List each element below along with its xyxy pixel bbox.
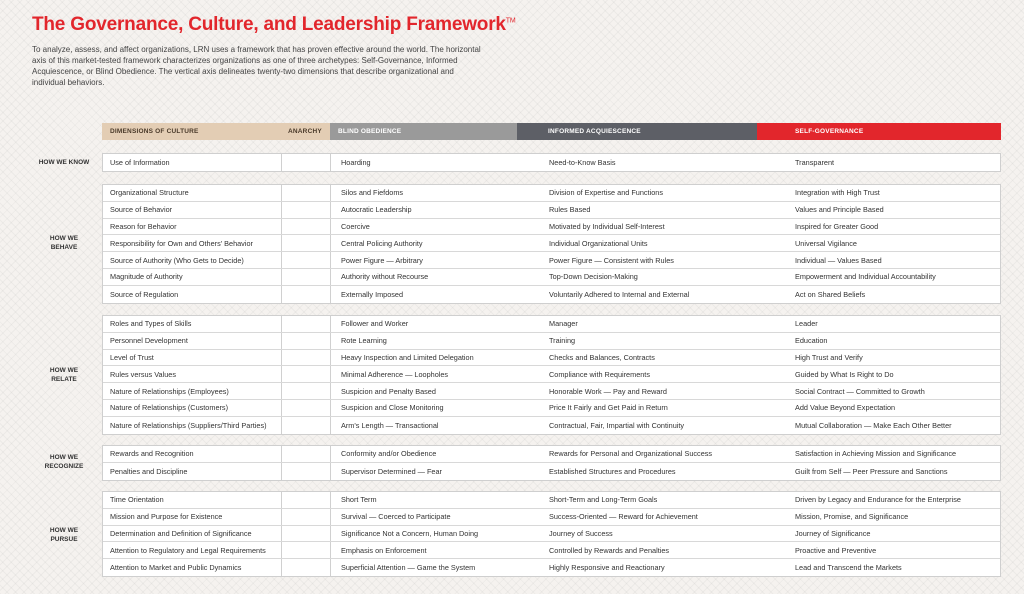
- informed-acquiescence-cell: Power Figure — Consistent with Rules: [549, 255, 674, 265]
- table-row: [103, 316, 1000, 333]
- self-governance-cell: Driven by Legacy and Endurance for the Enterprise: [795, 495, 961, 505]
- section-group: [102, 315, 1001, 435]
- dimension-cell: Organizational Structure: [110, 188, 189, 198]
- self-governance-cell: Empowerment and Individual Accountability: [795, 272, 936, 282]
- section-group: [102, 445, 1001, 481]
- dimension-cell: Penalties and Discipline: [110, 466, 188, 476]
- table-row: [103, 202, 1000, 219]
- self-governance-cell: High Trust and Verify: [795, 352, 863, 362]
- informed-acquiescence-cell: Training: [549, 336, 576, 346]
- informed-acquiescence-cell: Success-Oriented — Reward for Achievement: [549, 512, 698, 522]
- anarchy-cell: [281, 219, 331, 235]
- blind-obedience-cell: Rote Learning: [341, 336, 387, 346]
- blind-obedience-cell: Suspicion and Penalty Based: [341, 386, 436, 396]
- informed-acquiescence-cell: Journey of Success: [549, 528, 613, 538]
- header-anarchy: ANARCHY: [280, 123, 330, 140]
- table-row: [103, 542, 1000, 559]
- table-row: [103, 463, 1000, 480]
- table-row: [103, 154, 1000, 171]
- anarchy-cell: [281, 235, 331, 251]
- blind-obedience-cell: Survival — Coerced to Participate: [341, 512, 451, 522]
- informed-acquiescence-cell: Need-to-Know Basis: [549, 157, 616, 167]
- section-group: [102, 491, 1001, 577]
- page-title: [32, 14, 516, 36]
- blind-obedience-cell: Short Term: [341, 495, 377, 505]
- self-governance-cell: Integration with High Trust: [795, 188, 880, 198]
- anarchy-cell: [281, 185, 331, 201]
- self-governance-cell: Leader: [795, 319, 818, 329]
- blind-obedience-cell: Silos and Fiefdoms: [341, 188, 404, 198]
- anarchy-cell: [281, 400, 331, 416]
- section-label: HOW WE BEHAVE: [49, 235, 79, 251]
- anarchy-cell: [281, 286, 331, 303]
- table-row: [103, 383, 1000, 400]
- header-informed-acquiescence: INFORMED ACQUIESCENCE: [517, 123, 757, 140]
- anarchy-cell: [281, 366, 331, 382]
- header-self-governance: SELF-GOVERNANCE: [757, 123, 1001, 140]
- self-governance-cell: Inspired for Greater Good: [795, 221, 879, 231]
- blind-obedience-cell: Minimal Adherence — Loopholes: [341, 369, 449, 379]
- self-governance-cell: Satisfaction in Achieving Mission and Significance: [795, 449, 957, 459]
- blind-obedience-cell: Central Policing Authority: [341, 238, 423, 248]
- blind-obedience-cell: Coercive: [341, 221, 370, 231]
- anarchy-cell: [281, 463, 331, 480]
- dimension-cell: Source of Regulation: [110, 289, 179, 299]
- blind-obedience-cell: Conformity and/or Obedience: [341, 449, 437, 459]
- anarchy-cell: [281, 350, 331, 366]
- informed-acquiescence-cell: Short-Term and Long-Term Goals: [549, 495, 658, 505]
- dimension-cell: Source of Authority (Who Gets to Decide): [110, 255, 244, 265]
- dimension-cell: Determination and Definition of Significance: [110, 528, 252, 538]
- blind-obedience-cell: Externally Imposed: [341, 289, 404, 299]
- informed-acquiescence-cell: Voluntarily Adhered to Internal and External: [549, 289, 690, 299]
- anarchy-cell: [281, 492, 331, 508]
- informed-acquiescence-cell: Contractual, Fair, Impartial with Continuity: [549, 420, 685, 430]
- table-row: [103, 350, 1000, 367]
- anarchy-cell: [281, 509, 331, 525]
- blind-obedience-cell: Arm's Length — Transactional: [341, 420, 439, 430]
- informed-acquiescence-cell: Division of Expertise and Functions: [549, 188, 663, 198]
- dimension-cell: Mission and Purpose for Existence: [110, 512, 223, 522]
- table-row: [103, 509, 1000, 526]
- anarchy-cell: [281, 417, 331, 434]
- dimension-cell: Nature of Relationships (Customers): [110, 403, 229, 413]
- dimension-cell: Responsibility for Own and Others' Behavior: [110, 238, 253, 248]
- table-row: [103, 252, 1000, 269]
- dimension-cell: Rewards and Recognition: [110, 449, 194, 459]
- table-row: [103, 185, 1000, 202]
- table-row: [103, 333, 1000, 350]
- section-label: HOW WE KNOW: [38, 159, 90, 166]
- anarchy-cell: [281, 269, 331, 285]
- table-row: [103, 219, 1000, 236]
- self-governance-cell: Education: [795, 336, 828, 346]
- anarchy-cell: [281, 154, 331, 171]
- dimension-cell: Roles and Types of Skills: [110, 319, 192, 329]
- informed-acquiescence-cell: Top-Down Decision-Making: [549, 272, 638, 282]
- self-governance-cell: Individual — Values Based: [795, 255, 882, 265]
- table-row: [103, 286, 1000, 303]
- dimension-cell: Magnitude of Authority: [110, 272, 183, 282]
- informed-acquiescence-cell: Checks and Balances, Contracts: [549, 352, 655, 362]
- anarchy-cell: [281, 202, 331, 218]
- self-governance-cell: Mutual Collaboration — Make Each Other Better: [795, 420, 952, 430]
- anarchy-cell: [281, 383, 331, 399]
- anarchy-cell: [281, 542, 331, 558]
- title-text: The Governance, Culture, and Leadership Framework: [32, 14, 506, 35]
- table-row: [103, 446, 1000, 463]
- dimension-cell: Attention to Regulatory and Legal Requirements: [110, 545, 266, 555]
- blind-obedience-cell: Emphasis on Enforcement: [341, 545, 427, 555]
- blind-obedience-cell: Autocratic Leadership: [341, 205, 412, 215]
- table-row: [103, 269, 1000, 286]
- informed-acquiescence-cell: Rewards for Personal and Organizational Success: [549, 449, 713, 459]
- anarchy-cell: [281, 252, 331, 268]
- self-governance-cell: Guilt from Self — Peer Pressure and Sanctions: [795, 466, 948, 476]
- dimension-cell: Personnel Development: [110, 336, 188, 346]
- blind-obedience-cell: Authority without Recourse: [341, 272, 429, 282]
- dimension-cell: Level of Trust: [110, 352, 154, 362]
- section-group: [102, 184, 1001, 304]
- table-row: [103, 417, 1000, 434]
- self-governance-cell: Universal Vigilance: [795, 238, 857, 248]
- informed-acquiescence-cell: Established Structures and Procedures: [549, 466, 676, 476]
- blind-obedience-cell: Suspicion and Close Monitoring: [341, 403, 444, 413]
- dimension-cell: Attention to Market and Public Dynamics: [110, 563, 242, 573]
- blind-obedience-cell: Power Figure — Arbitrary: [341, 255, 423, 265]
- informed-acquiescence-cell: Honorable Work — Pay and Reward: [549, 386, 667, 396]
- anarchy-cell: [281, 316, 331, 332]
- section-label: HOW WE RECOGNIZE: [44, 454, 84, 470]
- anarchy-cell: [281, 446, 331, 462]
- informed-acquiescence-cell: Motivated by Individual Self-Interest: [549, 221, 665, 231]
- blind-obedience-cell: Superficial Attention — Game the System: [341, 563, 476, 573]
- header-blind-obedience: BLIND OBEDIENCE: [330, 123, 517, 140]
- blind-obedience-cell: Follower and Worker: [341, 319, 409, 329]
- self-governance-cell: Values and Principle Based: [795, 205, 884, 215]
- informed-acquiescence-cell: Controlled by Rewards and Penalties: [549, 545, 670, 555]
- blind-obedience-cell: Hoarding: [341, 157, 371, 167]
- anarchy-cell: [281, 333, 331, 349]
- anarchy-cell: [281, 526, 331, 542]
- dimension-cell: Time Orientation: [110, 495, 164, 505]
- self-governance-cell: Lead and Transcend the Markets: [795, 563, 902, 573]
- self-governance-cell: Transparent: [795, 157, 835, 167]
- section-group: [102, 153, 1001, 172]
- blind-obedience-cell: Heavy Inspection and Limited Delegation: [341, 352, 474, 362]
- dimension-cell: Nature of Relationships (Suppliers/Third Parties): [110, 420, 267, 430]
- table-row: [103, 526, 1000, 543]
- table-row: [103, 492, 1000, 509]
- section-label: HOW WE PURSUE: [49, 527, 79, 543]
- blind-obedience-cell: Significance Not a Concern, Human Doing: [341, 528, 479, 538]
- dimension-cell: Source of Behavior: [110, 205, 173, 215]
- intro-paragraph: To analyze, assess, and affect organizations, LRN uses a framework that has proven effective around the world. The horizontal axis of this market-tested framework characterizes organizations as one of three archetypes: Self-Governance, Informed Acquiescence, or Blind Obedience. The vertical axis delineates twenty-two dimensions that describe organizational and individual behaviors.: [32, 45, 481, 87]
- self-governance-cell: Act on Shared Beliefs: [795, 289, 866, 299]
- informed-acquiescence-cell: Highly Responsive and Reactionary: [549, 563, 665, 573]
- dimension-cell: Use of Information: [110, 157, 170, 167]
- trademark-mark: TM: [505, 17, 516, 25]
- section-label: HOW WE RELATE: [49, 367, 79, 383]
- table-row: [103, 366, 1000, 383]
- self-governance-cell: Guided by What Is Right to Do: [795, 369, 894, 379]
- informed-acquiescence-cell: Manager: [549, 319, 578, 329]
- table-row: [103, 400, 1000, 417]
- self-governance-cell: Mission, Promise, and Significance: [795, 512, 909, 522]
- self-governance-cell: Proactive and Preventive: [795, 545, 877, 555]
- header-dimensions: DIMENSIONS OF CULTURE: [102, 123, 280, 140]
- informed-acquiescence-cell: Individual Organizational Units: [549, 238, 648, 248]
- table-row: [103, 559, 1000, 576]
- blind-obedience-cell: Supervisor Determined — Fear: [341, 466, 442, 476]
- informed-acquiescence-cell: Rules Based: [549, 205, 591, 215]
- dimension-cell: Reason for Behavior: [110, 221, 177, 231]
- self-governance-cell: Journey of Significance: [795, 528, 871, 538]
- dimension-cell: Nature of Relationships (Employees): [110, 386, 229, 396]
- table-row: [103, 235, 1000, 252]
- self-governance-cell: Add Value Beyond Expectation: [795, 403, 896, 413]
- informed-acquiescence-cell: Price It Fairly and Get Paid in Return: [549, 403, 668, 413]
- dimension-cell: Rules versus Values: [110, 369, 176, 379]
- informed-acquiescence-cell: Compliance with Requirements: [549, 369, 650, 379]
- self-governance-cell: Social Contract — Committed to Growth: [795, 386, 925, 396]
- anarchy-cell: [281, 559, 331, 576]
